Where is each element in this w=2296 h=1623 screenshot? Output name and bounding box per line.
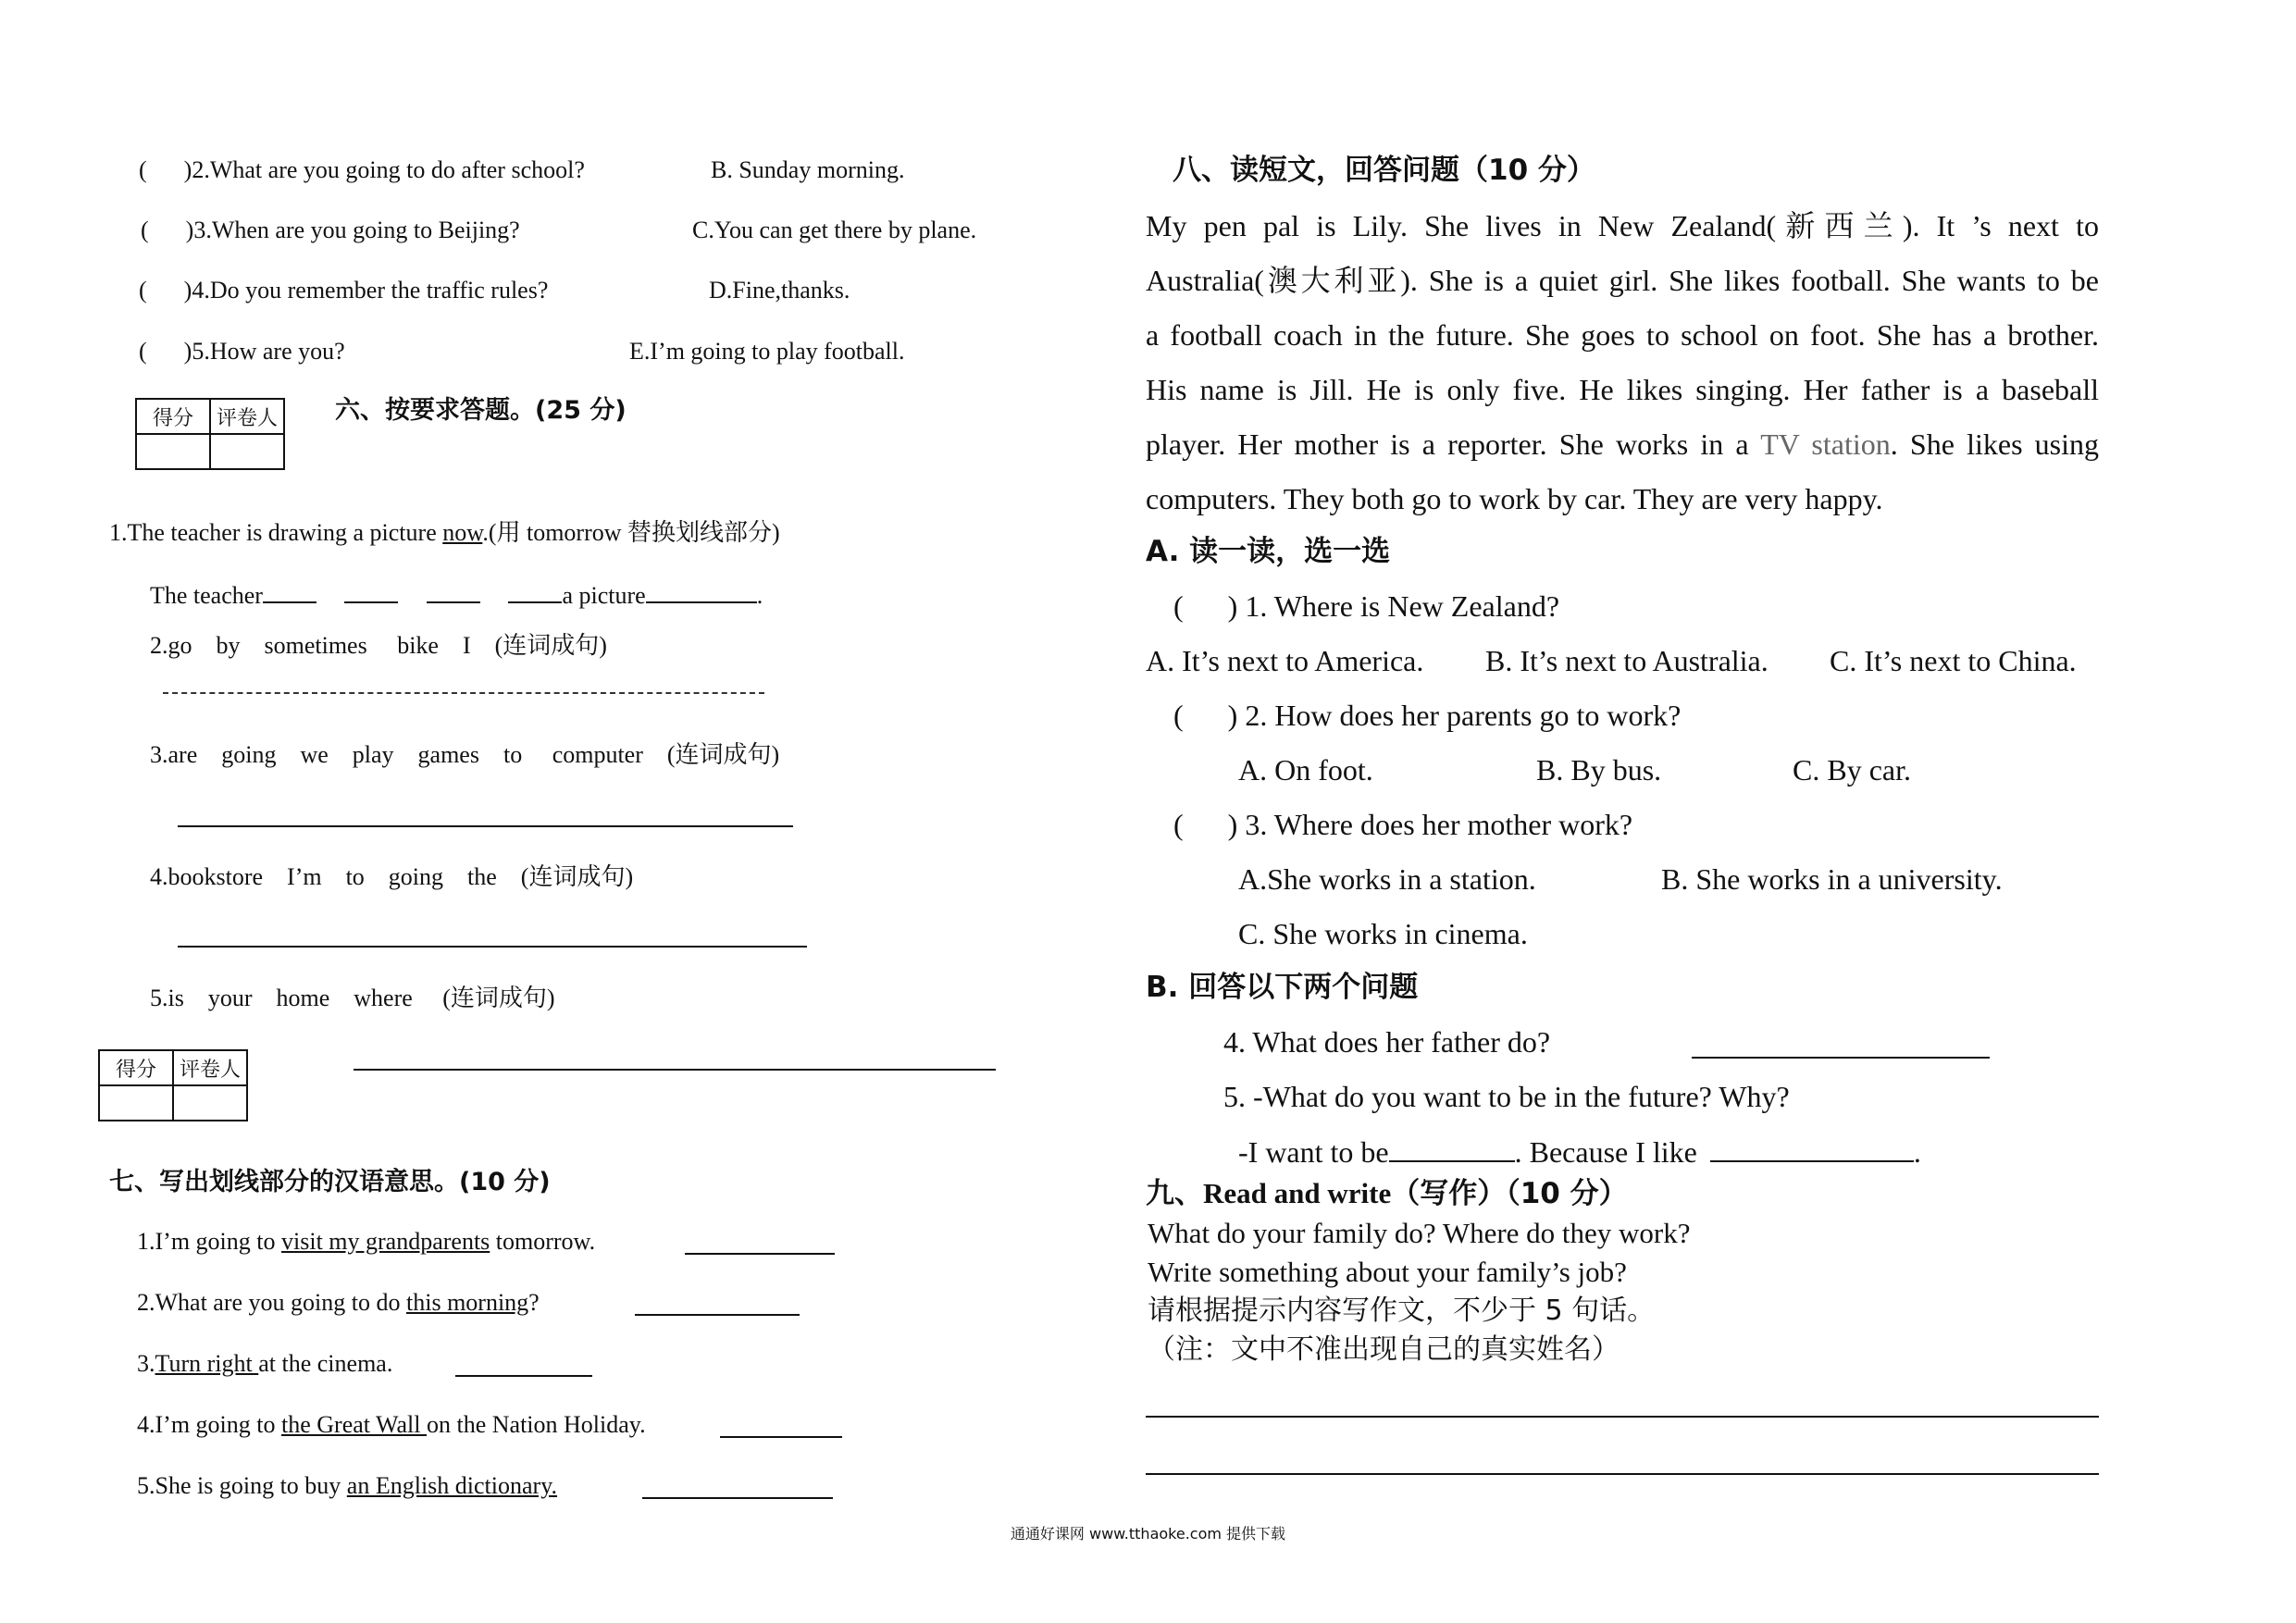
- s7-underlined: an English dictionary.: [346, 1472, 558, 1499]
- writing-prompt-4: （注：文中不准出现自己的真实姓名）: [1148, 1333, 1620, 1366]
- section9-number: 九、: [1146, 1177, 1203, 1210]
- writing-prompt-2: Write something about your family’s job?: [1148, 1256, 1627, 1288]
- answer-blank[interactable]: [1389, 1133, 1515, 1162]
- score-cell[interactable]: [99, 1085, 173, 1121]
- rq2-option-c: C. By car.: [1793, 753, 1911, 787]
- s7-underlined: this morning: [406, 1289, 529, 1316]
- writing-prompt-3: 请根据提示内容写作文，不少于 5 句话。: [1148, 1295, 1656, 1327]
- s7-underlined: the Great Wall: [281, 1411, 427, 1438]
- match-answer-d: D.Fine,thanks.: [709, 277, 850, 304]
- match-question: 4.Do you remember the traffic rules?: [192, 277, 549, 304]
- rq3-option-b: B. She works in a university.: [1661, 862, 2003, 896]
- answer-paren: (: [141, 217, 149, 243]
- answer-blank[interactable]: [263, 579, 316, 603]
- part-a-title: A. 读一读，选一选: [1146, 535, 1391, 568]
- section7-title: 七、写出划线部分的汉语意思。(10 分): [109, 1168, 551, 1196]
- s6-q4-answer-line[interactable]: [178, 946, 807, 948]
- rq3: ( ) 3. Where does her mother work?: [1173, 808, 1633, 841]
- score-cell[interactable]: [136, 434, 210, 469]
- rq2: ( ) 2. How does her parents go to work?: [1173, 699, 1682, 732]
- section9-title-en: Read and write: [1203, 1177, 1392, 1209]
- section6-title: 六、按要求答题。(25 分): [335, 396, 627, 425]
- rq5-answer: [1238, 1133, 1921, 1171]
- answer-blank[interactable]: [646, 579, 757, 603]
- match-question: 2.What are you going to do after school?: [192, 156, 585, 183]
- s7-text: 3.: [137, 1350, 155, 1377]
- s6-q2-answer-line[interactable]: [163, 692, 764, 694]
- rq1-option-a: A. It’s next to America.: [1146, 644, 1424, 677]
- passage-text: player. Her mother is a reporter. She works in a: [1146, 427, 1761, 461]
- answer-blank[interactable]: [1710, 1133, 1914, 1162]
- s7-text: 2.What are you going to do: [137, 1289, 406, 1316]
- match-item-2: [139, 155, 585, 185]
- answer-blank[interactable]: [344, 579, 398, 603]
- reading-passage: [1146, 199, 2099, 527]
- s7-item-1: [137, 1227, 595, 1257]
- rq1-option-b: B. It’s next to Australia.: [1485, 644, 1769, 677]
- s6-q1-answer: [150, 579, 763, 611]
- rq1: ( ) 1. Where is New Zealand?: [1173, 589, 1560, 623]
- passage-highlight: TV station: [1760, 427, 1891, 461]
- s6-q1-answer-lead: The teacher: [150, 582, 263, 609]
- rq5-answer-lead: -I want to be: [1238, 1135, 1389, 1169]
- s7-item-3: [137, 1349, 392, 1379]
- rq4: 4. What does her father do?: [1223, 1025, 1551, 1059]
- s7-text: on the Nation Holiday.: [426, 1411, 646, 1438]
- rq2-option-a: A. On foot.: [1238, 753, 1373, 787]
- writing-line-2[interactable]: [1146, 1473, 2099, 1475]
- grader-cell[interactable]: [210, 434, 284, 469]
- answer-blank[interactable]: [427, 579, 480, 603]
- s6-q5-answer-line[interactable]: [354, 1069, 996, 1071]
- passage-line: Australia(澳大利亚). She is a quiet girl. She likes football. She wants to be: [1146, 264, 2099, 297]
- s6-q2: 2.go by sometimes bike I (连词成句): [150, 632, 607, 659]
- s7-answer-line[interactable]: [635, 1314, 800, 1316]
- answer-paren-close: ): [183, 156, 192, 183]
- grader-label: 评卷人: [210, 399, 284, 434]
- match-item-5: [139, 337, 345, 366]
- score-table: [135, 398, 285, 470]
- answer-paren-close: ): [183, 338, 192, 365]
- grader-label: 评卷人: [173, 1050, 247, 1085]
- match-item-4: [139, 276, 548, 305]
- rq5: 5. -What do you want to be in the future? Why?: [1223, 1080, 1790, 1113]
- writing-line-1[interactable]: [1146, 1416, 2099, 1418]
- s6-q5: 5.is your home where (连词成句): [150, 985, 555, 1011]
- answer-paren: (: [139, 277, 147, 304]
- passage-line: [1146, 417, 2099, 472]
- s7-text: at the cinema.: [258, 1350, 393, 1377]
- s6-q1-underlined: now: [442, 519, 483, 546]
- rq5-answer-mid: . Because I like: [1514, 1135, 1697, 1169]
- passage-text: . She likes using: [1890, 427, 2100, 461]
- s6-q1-text: 1.The teacher is drawing a picture: [109, 519, 443, 546]
- rq2-option-b: B. By bus.: [1536, 753, 1662, 787]
- part-b-title: B. 回答以下两个问题: [1146, 971, 1419, 1004]
- answer-blank[interactable]: [508, 579, 562, 603]
- section8-title: 八、读短文，回答问题（10 分）: [1173, 154, 1595, 187]
- s7-text: ?: [528, 1289, 540, 1316]
- s7-underlined: Turn right: [155, 1350, 259, 1377]
- answer-paren: (: [139, 338, 147, 365]
- score-table-2: [98, 1049, 248, 1121]
- s7-answer-line[interactable]: [455, 1375, 592, 1377]
- s6-q4: 4.bookstore I’m to going the (连词成句): [150, 863, 634, 890]
- s7-text: 1.I’m going to: [137, 1228, 281, 1255]
- s7-underlined: visit my grandparents: [281, 1228, 490, 1255]
- s7-text: 5.She is going to buy: [137, 1472, 347, 1499]
- s7-text: 4.I’m going to: [137, 1411, 281, 1438]
- rq4-answer-line[interactable]: [1692, 1057, 1990, 1059]
- answer-paren-close: ): [185, 217, 194, 243]
- rq5-answer-end: .: [1913, 1135, 1921, 1169]
- score-label: 得分: [136, 399, 210, 434]
- footer-credit: 通通好课网 www.tthaoke.com 提供下载: [1010, 1525, 1286, 1542]
- s6-q3: 3.are going we play games to computer (连词成句): [150, 741, 780, 768]
- score-label: 得分: [99, 1050, 173, 1085]
- writing-prompt-1: What do your family do? Where do they work?: [1148, 1217, 1691, 1249]
- answer-paren: (: [139, 156, 147, 183]
- match-answer-c: C.You can get there by plane.: [692, 217, 977, 243]
- passage-line: My pen pal is Lily. She lives in New Zealand(新西兰). It ’s next to: [1146, 209, 2099, 242]
- rq3-option-c: C. She works in cinema.: [1238, 917, 1528, 950]
- s6-q1-answer-end: .: [756, 582, 763, 609]
- s7-item-5: [137, 1471, 557, 1501]
- rq3-option-a: A.She works in a station.: [1238, 862, 1536, 896]
- match-question: 5.How are you?: [192, 338, 345, 365]
- match-answer-e: E.I’m going to play football.: [629, 338, 905, 365]
- s7-item-4: [137, 1410, 646, 1440]
- s6-q1-instruction: .(用 tomorrow 替换划线部分): [482, 519, 780, 546]
- s7-text: tomorrow.: [490, 1228, 596, 1255]
- passage-line: a football coach in the future. She goes to school on foot. She has a brother.: [1146, 318, 2099, 352]
- rq1-option-c: C. It’s next to China.: [1830, 644, 2077, 677]
- s6-q3-answer-line[interactable]: [178, 825, 793, 827]
- s6-q1-answer-mid: a picture: [562, 582, 646, 609]
- passage-line: His name is Jill. He is only five. He likes singing. Her father is a baseball: [1146, 373, 2099, 406]
- s7-answer-line[interactable]: [720, 1436, 842, 1438]
- answer-paren-close: ): [183, 277, 192, 304]
- section9-title-tail: （写作）（10 分）: [1391, 1177, 1628, 1210]
- s7-answer-line[interactable]: [642, 1497, 833, 1499]
- match-question: 3.When are you going to Beijing?: [193, 217, 520, 243]
- s7-item-2: [137, 1288, 540, 1318]
- passage-line: computers. They both go to work by car. They are very happy.: [1146, 482, 1883, 515]
- s7-answer-line[interactable]: [685, 1253, 835, 1255]
- match-answer-b: B. Sunday morning.: [711, 156, 905, 183]
- section9-title: [1146, 1175, 1628, 1212]
- match-item-3: [141, 216, 520, 245]
- s6-q1: [109, 518, 780, 548]
- grader-cell[interactable]: [173, 1085, 247, 1121]
